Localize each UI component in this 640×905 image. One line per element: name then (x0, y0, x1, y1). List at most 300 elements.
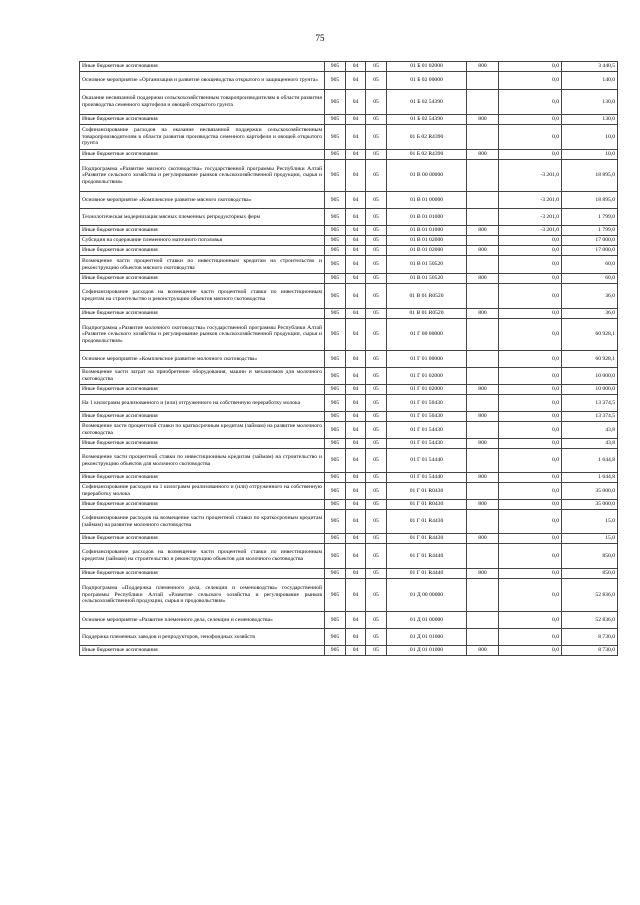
total-amount: 36,0 (562, 309, 618, 319)
subsection-code: 05 (366, 412, 387, 422)
row-name: Возмещение части процентной ставки по инвестиционным кредитам (займам) на строительство и реконструкцию объектов для молочного скотоводства (80, 449, 325, 473)
section-code: 04 (346, 629, 366, 646)
change-amount: 0,0 (499, 422, 562, 439)
admin-code: 905 (325, 439, 346, 449)
change-amount: 0,0 (499, 284, 562, 309)
subsection-code: 05 (366, 226, 387, 236)
expense-type-code (467, 422, 499, 439)
subsection-code: 05 (366, 569, 387, 579)
expense-type-code (467, 395, 499, 412)
expense-type-code (467, 90, 499, 115)
change-amount: 0,0 (499, 579, 562, 612)
subsection-code: 05 (366, 500, 387, 510)
admin-code: 905 (325, 412, 346, 422)
subsection-code: 05 (366, 534, 387, 544)
admin-code: 905 (325, 510, 346, 534)
subsection-code: 05 (366, 256, 387, 274)
change-amount: -3 201,0 (499, 226, 562, 236)
expense-type-code: 800 (467, 569, 499, 579)
change-amount: 0,0 (499, 246, 562, 256)
total-amount: 10,0 (562, 150, 618, 160)
subsection-code: 05 (366, 395, 387, 412)
subsection-code: 05 (366, 309, 387, 319)
table-row (80, 236, 618, 246)
subsection-code: 05 (366, 422, 387, 439)
target-code: 01 Г 01 00000 (387, 351, 467, 368)
target-code: 01 Б 02 R4390 (387, 150, 467, 160)
table-row (80, 395, 618, 412)
page-number: 75 (315, 33, 325, 43)
row-name: Иные бюджетные ассигнования (80, 473, 325, 483)
admin-code: 905 (325, 309, 346, 319)
total-amount: 36,0 (562, 284, 618, 309)
expense-type-code: 800 (467, 534, 499, 544)
total-amount: 10 000,0 (562, 385, 618, 395)
admin-code: 905 (325, 534, 346, 544)
section-code: 04 (346, 246, 366, 256)
expense-type-code (467, 351, 499, 368)
total-amount: 8 730,0 (562, 629, 618, 646)
change-amount: 0,0 (499, 385, 562, 395)
change-amount: 0,0 (499, 150, 562, 160)
table-row (80, 256, 618, 274)
expense-type-code (467, 368, 499, 385)
change-amount: 0,0 (499, 646, 562, 656)
total-amount: 850,0 (562, 544, 618, 569)
expense-type-code: 800 (467, 150, 499, 160)
table-row (80, 422, 618, 439)
subsection-code: 05 (366, 72, 387, 90)
total-amount: 18 895,0 (562, 192, 618, 209)
total-amount: 35 000,0 (562, 483, 618, 500)
target-code: 01 Г 01 R4440 (387, 544, 467, 569)
section-code: 04 (346, 309, 366, 319)
table-row (80, 284, 618, 309)
admin-code: 905 (325, 236, 346, 246)
expense-type-code (467, 236, 499, 246)
change-amount: -3 201,0 (499, 209, 562, 226)
target-code: 01 Г 01 R0430 (387, 483, 467, 500)
total-amount: 13 374,5 (562, 412, 618, 422)
row-name: Софинансирование расходов на оказание несвязанной поддержки сельскохозяйственным товаропроизводителям в области развития производства семенного картофеля и овощей открытого грунта (80, 125, 325, 150)
admin-code: 905 (325, 115, 346, 125)
total-amount: 130,0 (562, 115, 618, 125)
row-name: Подпрограмма «Развитие молочного скотоводства» государственной программы Республики Алтай «Развитие сельского хозяйства и регулирование рынков сельскохозяйственной продукции, сырья и продовольствия» (80, 319, 325, 351)
admin-code: 905 (325, 500, 346, 510)
total-amount: 52 836,0 (562, 612, 618, 629)
section-code: 04 (346, 544, 366, 569)
change-amount: 0,0 (499, 473, 562, 483)
table-row (80, 160, 618, 192)
total-amount: 1 799,0 (562, 209, 618, 226)
total-amount: 130,0 (562, 90, 618, 115)
change-amount: 0,0 (499, 395, 562, 412)
total-amount: 1 644,8 (562, 449, 618, 473)
target-code: 01 Г 01 R0430 (387, 500, 467, 510)
table-row (80, 309, 618, 319)
table-row (80, 192, 618, 209)
section-code: 04 (346, 319, 366, 351)
admin-code: 905 (325, 395, 346, 412)
change-amount: 0,0 (499, 256, 562, 274)
expense-type-code: 800 (467, 473, 499, 483)
target-code: 01 Б 01 02000 (387, 62, 467, 72)
table-row (80, 449, 618, 473)
subsection-code: 05 (366, 274, 387, 284)
total-amount: 60 928,1 (562, 319, 618, 351)
expense-type-code (467, 629, 499, 646)
section-code: 04 (346, 473, 366, 483)
subsection-code: 05 (366, 544, 387, 569)
section-code: 04 (346, 62, 366, 72)
table-row (80, 72, 618, 90)
admin-code: 905 (325, 62, 346, 72)
subsection-code: 05 (366, 629, 387, 646)
total-amount: 15,0 (562, 534, 618, 544)
table-row (80, 579, 618, 612)
row-name: Иные бюджетные ассигнования (80, 150, 325, 160)
row-name: Иные бюджетные ассигнования (80, 500, 325, 510)
budget-table (79, 61, 618, 656)
expense-type-code: 800 (467, 646, 499, 656)
subsection-code: 05 (366, 368, 387, 385)
change-amount: 0,0 (499, 534, 562, 544)
target-code: 01 Б 02 54390 (387, 115, 467, 125)
section-code: 04 (346, 274, 366, 284)
admin-code: 905 (325, 125, 346, 150)
total-amount: 10,0 (562, 125, 618, 150)
change-amount: 0,0 (499, 274, 562, 284)
total-amount: 17 000,0 (562, 236, 618, 246)
expense-type-code (467, 284, 499, 309)
target-code: 01 В 01 01000 (387, 209, 467, 226)
subsection-code: 05 (366, 90, 387, 115)
expense-type-code: 800 (467, 115, 499, 125)
change-amount: 0,0 (499, 500, 562, 510)
change-amount: 0,0 (499, 115, 562, 125)
change-amount: 0,0 (499, 62, 562, 72)
expense-type-code: 800 (467, 309, 499, 319)
total-amount: 8 730,0 (562, 646, 618, 656)
admin-code: 905 (325, 569, 346, 579)
admin-code: 905 (325, 274, 346, 284)
target-code: 01 Д 01 01000 (387, 629, 467, 646)
row-name: Софинансирование расходов на возмещение части процентной ставки по инвестиционным кредитам (займам) на строительство и реконструкцию объектов для молочного скотоводства (80, 544, 325, 569)
subsection-code: 05 (366, 160, 387, 192)
section-code: 04 (346, 449, 366, 473)
section-code: 04 (346, 646, 366, 656)
expense-type-code: 800 (467, 500, 499, 510)
subsection-code: 05 (366, 351, 387, 368)
subsection-code: 05 (366, 284, 387, 309)
section-code: 04 (346, 115, 366, 125)
table-row (80, 500, 618, 510)
subsection-code: 05 (366, 125, 387, 150)
target-code: 01 Г 01 R4430 (387, 534, 467, 544)
subsection-code: 05 (366, 236, 387, 246)
subsection-code: 05 (366, 319, 387, 351)
total-amount: 43,8 (562, 422, 618, 439)
section-code: 04 (346, 500, 366, 510)
section-code: 04 (346, 510, 366, 534)
change-amount: 0,0 (499, 629, 562, 646)
section-code: 04 (346, 579, 366, 612)
expense-type-code (467, 209, 499, 226)
row-name: Возмещение части процентной ставки по инвестиционным кредитам на строительство и реконструкцию объектов мясного скотоводства (80, 256, 325, 274)
section-code: 04 (346, 284, 366, 309)
target-code: 01 Б 02 54390 (387, 90, 467, 115)
row-name: Иные бюджетные ассигнования (80, 246, 325, 256)
target-code: 01 Б 02 00000 (387, 72, 467, 90)
subsection-code: 05 (366, 439, 387, 449)
expense-type-code: 800 (467, 62, 499, 72)
row-name: Оказание несвязанной поддержки сельскохозяйственным товаропроизводителям в области развития производства семенного картофеля и овощей открытого грунта (80, 90, 325, 115)
expense-type-code: 800 (467, 246, 499, 256)
table-row (80, 646, 618, 656)
target-code: 01 Г 01 54430 (387, 422, 467, 439)
expense-type-code (467, 72, 499, 90)
row-name: На 1 килограмм реализованного и (или) отгруженного на собственную переработку молока (80, 395, 325, 412)
change-amount: 0,0 (499, 544, 562, 569)
expense-type-code (467, 160, 499, 192)
admin-code: 905 (325, 319, 346, 351)
section-code: 04 (346, 395, 366, 412)
section-code: 04 (346, 483, 366, 500)
row-name: Иные бюджетные ассигнования (80, 569, 325, 579)
expense-type-code (467, 256, 499, 274)
row-name: Софинансирование расходов на 1 килограмм реализованного и (или) отгруженного на собственную переработку молока (80, 483, 325, 500)
change-amount: 0,0 (499, 368, 562, 385)
target-code: 01 В 01 R0520 (387, 309, 467, 319)
row-name: Иные бюджетные ассигнования (80, 534, 325, 544)
expense-type-code (467, 483, 499, 500)
table-row (80, 226, 618, 236)
table-row (80, 385, 618, 395)
subsection-code: 05 (366, 209, 387, 226)
row-name: Возмещение части процентной ставки по краткосрочным кредитам (займам) на развитие молочного скотоводства (80, 422, 325, 439)
table-row (80, 319, 618, 351)
target-code: 01 Г 01 54440 (387, 449, 467, 473)
total-amount: 17 000,0 (562, 246, 618, 256)
target-code: 01 Г 01 54440 (387, 473, 467, 483)
expense-type-code (467, 449, 499, 473)
table-row (80, 569, 618, 579)
table-row (80, 473, 618, 483)
admin-code: 905 (325, 385, 346, 395)
target-code: 01 В 01 02000 (387, 236, 467, 246)
subsection-code: 05 (366, 646, 387, 656)
expense-type-code: 800 (467, 274, 499, 284)
section-code: 04 (346, 385, 366, 395)
total-amount: 1 644,8 (562, 473, 618, 483)
table-row (80, 629, 618, 646)
target-code: 01 В 01 50520 (387, 256, 467, 274)
subsection-code: 05 (366, 612, 387, 629)
admin-code: 905 (325, 284, 346, 309)
change-amount: 0,0 (499, 510, 562, 534)
table-row (80, 246, 618, 256)
subsection-code: 05 (366, 150, 387, 160)
table-row (80, 544, 618, 569)
admin-code: 905 (325, 150, 346, 160)
admin-code: 905 (325, 612, 346, 629)
subsection-code: 05 (366, 449, 387, 473)
expense-type-code (467, 579, 499, 612)
admin-code: 905 (325, 160, 346, 192)
section-code: 04 (346, 192, 366, 209)
target-code: 01 В 00 00000 (387, 160, 467, 192)
admin-code: 905 (325, 629, 346, 646)
table-row (80, 125, 618, 150)
row-name: Возмещение части затрат на приобретение оборудования, машин и механизмов для молочного скотоводства (80, 368, 325, 385)
target-code: 01 Г 01 02000 (387, 368, 467, 385)
target-code: 01 Г 00 00000 (387, 319, 467, 351)
admin-code: 905 (325, 449, 346, 473)
section-code: 04 (346, 412, 366, 422)
row-name: Софинансирование расходов на возмещение части процентной ставки по инвестиционным кредитам на строительство и реконструкцию объектов мясного скотоводства (80, 284, 325, 309)
section-code: 04 (346, 236, 366, 246)
section-code: 04 (346, 160, 366, 192)
table-row (80, 274, 618, 284)
target-code: 01 Г 01 02000 (387, 385, 467, 395)
target-code: 01 В 01 02000 (387, 246, 467, 256)
expense-type-code: 800 (467, 412, 499, 422)
change-amount: 0,0 (499, 439, 562, 449)
row-name: Иные бюджетные ассигнования (80, 274, 325, 284)
total-amount: 1 799,0 (562, 226, 618, 236)
change-amount: 0,0 (499, 351, 562, 368)
subsection-code: 05 (366, 510, 387, 534)
row-name: Субсидия на содержание племенного маточного поголовья (80, 236, 325, 246)
section-code: 04 (346, 439, 366, 449)
admin-code: 905 (325, 579, 346, 612)
target-code: 01 В 01 R0520 (387, 284, 467, 309)
total-amount: 850,0 (562, 569, 618, 579)
admin-code: 905 (325, 90, 346, 115)
change-amount: 0,0 (499, 125, 562, 150)
target-code: 01 Г 01 54430 (387, 439, 467, 449)
row-name: Технологическая модернизация мясных племенных репродукторных ферм (80, 209, 325, 226)
change-amount: 0,0 (499, 319, 562, 351)
row-name: Основное мероприятие «Комплексное развитие молочного скотоводства» (80, 351, 325, 368)
admin-code: 905 (325, 209, 346, 226)
change-amount: 0,0 (499, 449, 562, 473)
target-code: 01 Г 01 R4430 (387, 510, 467, 534)
row-name: Иные бюджетные ассигнования (80, 646, 325, 656)
table-row (80, 62, 618, 72)
row-name: Иные бюджетные ассигнования (80, 439, 325, 449)
expense-type-code: 800 (467, 439, 499, 449)
total-amount: 35 000,0 (562, 500, 618, 510)
admin-code: 905 (325, 246, 346, 256)
admin-code: 905 (325, 473, 346, 483)
section-code: 04 (346, 256, 366, 274)
admin-code: 905 (325, 72, 346, 90)
target-code: 01 В 01 00000 (387, 192, 467, 209)
subsection-code: 05 (366, 483, 387, 500)
table-row (80, 209, 618, 226)
section-code: 04 (346, 150, 366, 160)
total-amount: 10 000,0 (562, 368, 618, 385)
target-code: 01 Д 00 00000 (387, 579, 467, 612)
row-name: Поддержка племенных заводов и репродукторов, генофондных хозяйств (80, 629, 325, 646)
total-amount: 52 836,0 (562, 579, 618, 612)
target-code: 01 В 01 01000 (387, 226, 467, 236)
table-row (80, 351, 618, 368)
change-amount: -3 201,0 (499, 192, 562, 209)
change-amount: 0,0 (499, 90, 562, 115)
target-code: 01 Г 01 50430 (387, 395, 467, 412)
table-row (80, 483, 618, 500)
total-amount: 60,0 (562, 256, 618, 274)
table-row (80, 90, 618, 115)
admin-code: 905 (325, 351, 346, 368)
subsection-code: 05 (366, 473, 387, 483)
subsection-code: 05 (366, 115, 387, 125)
admin-code: 905 (325, 192, 346, 209)
section-code: 04 (346, 72, 366, 90)
change-amount: 0,0 (499, 612, 562, 629)
section-code: 04 (346, 209, 366, 226)
admin-code: 905 (325, 422, 346, 439)
expense-type-code (467, 612, 499, 629)
change-amount: -3 201,0 (499, 160, 562, 192)
row-name: Иные бюджетные ассигнования (80, 62, 325, 72)
section-code: 04 (346, 612, 366, 629)
target-code: 01 Д 01 01000 (387, 646, 467, 656)
section-code: 04 (346, 422, 366, 439)
table-row (80, 115, 618, 125)
target-code: 01 Б 02 R4390 (387, 125, 467, 150)
admin-code: 905 (325, 646, 346, 656)
row-name: Иные бюджетные ассигнования (80, 412, 325, 422)
expense-type-code: 800 (467, 385, 499, 395)
target-code: 01 Д 01 00000 (387, 612, 467, 629)
row-name: Иные бюджетные ассигнования (80, 226, 325, 236)
table-row (80, 612, 618, 629)
section-code: 04 (346, 226, 366, 236)
expense-type-code (467, 125, 499, 150)
change-amount: 0,0 (499, 236, 562, 246)
row-name: Подпрограмма «Поддержка племенного дела, селекции и семеноводства» государственной программы Республики Алтай «Развитие сельского хозяйства и регулирование рынков сельскохозяйственной продукции, сырья и продовольствия» (80, 579, 325, 612)
change-amount: 0,0 (499, 72, 562, 90)
target-code: 01 Г 01 R4440 (387, 569, 467, 579)
row-name: Основное мероприятие «Комплексное развитие мясного скотоводства» (80, 192, 325, 209)
total-amount: 43,8 (562, 439, 618, 449)
expense-type-code (467, 319, 499, 351)
subsection-code: 05 (366, 192, 387, 209)
row-name: Софинансирование расходов на возмещение части процентной ставки по краткосрочным кредитам (займам) на развитие молочного скотоводства (80, 510, 325, 534)
section-code: 04 (346, 125, 366, 150)
change-amount: 0,0 (499, 483, 562, 500)
expense-type-code (467, 544, 499, 569)
total-amount: 140,0 (562, 72, 618, 90)
section-code: 04 (346, 90, 366, 115)
change-amount: 0,0 (499, 412, 562, 422)
table-row (80, 439, 618, 449)
admin-code: 905 (325, 226, 346, 236)
admin-code: 905 (325, 368, 346, 385)
row-name: Иные бюджетные ассигнования (80, 309, 325, 319)
admin-code: 905 (325, 544, 346, 569)
total-amount: 60,0 (562, 274, 618, 284)
section-code: 04 (346, 368, 366, 385)
target-code: 01 В 01 50520 (387, 274, 467, 284)
target-code: 01 Г 01 50430 (387, 412, 467, 422)
section-code: 04 (346, 569, 366, 579)
row-name: Иные бюджетные ассигнования (80, 385, 325, 395)
change-amount: 0,0 (499, 569, 562, 579)
